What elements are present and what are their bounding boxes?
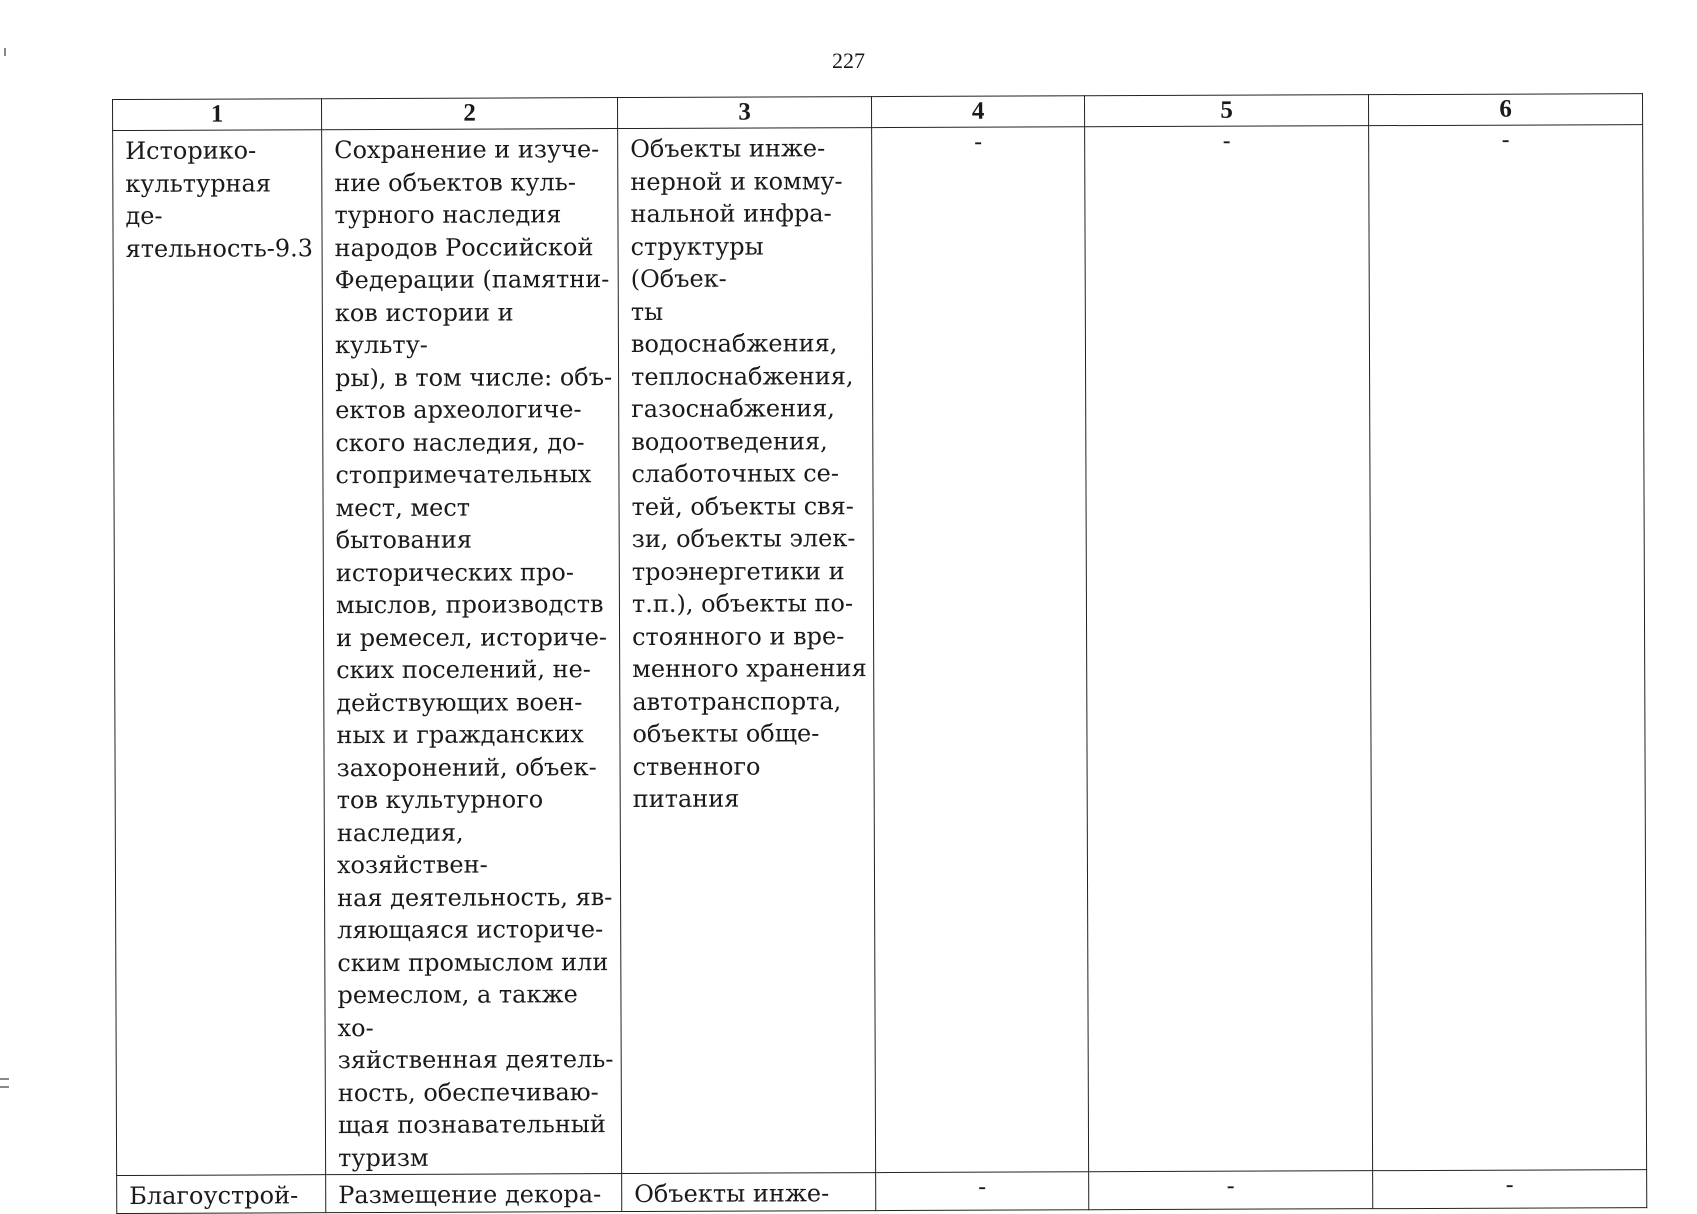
column-4-cell <box>876 1172 1089 1210</box>
land-use-type-cell <box>113 130 326 1176</box>
scan-mark-left-bottom <box>0 1078 9 1080</box>
table-row <box>117 1170 1647 1213</box>
auxiliary-objects-cell <box>618 128 876 1174</box>
auxiliary-objects-cell <box>622 1173 876 1211</box>
scan-mark-left-top <box>4 48 6 56</box>
land-use-description-cell <box>322 129 622 1175</box>
auxiliary-objects-text: Объекты инже- нерной и комму- нальной инфра- структуры (Объек- ты водоснабжения, теплоснабжения, газоснабжения, водоотведения, слаботочных се- тей, объекты свя- зи, объекты элек- троэнергетики и т.п.), объекты по- стоянного и вре- менного хранения автотранспорта, объекты обще- ственного питания <box>630 134 867 814</box>
empty-dash: - <box>978 1172 987 1201</box>
land-use-type-cell <box>117 1175 326 1213</box>
column-header-4: 4 <box>871 96 1084 128</box>
column-header-3: 3 <box>617 97 871 129</box>
empty-dash: - <box>1501 125 1510 154</box>
empty-dash: - <box>1222 126 1231 155</box>
land-use-description-text: Сохранение и изуче- ние объектов куль- турного наследия народов Российской Федерации (памятни- ков истории и культу- ры), в том числе: объ- ектов археологиче- ского наследия, до- стопримечательных мест, мест бытования исторических про- мыслов, производств и ремесел, историче- ских поселений, не- действующих воен- ных и гражданских захоронений, объек- тов культурного наследия, хозяйствен- ная деятельность, яв- ляющаяся историче- ским промыслом или ремеслом, а также хо- зяйственная деятель- ность, обеспечиваю- щая познавательный туризм <box>334 135 614 1172</box>
column-header-2: 2 <box>322 98 618 130</box>
column-5-cell <box>1089 1171 1373 1210</box>
table-row <box>113 125 1647 1176</box>
land-use-type-text: Историко- культурная де- ятельность-9.3 <box>125 136 314 263</box>
zoning-table <box>112 93 1647 1213</box>
auxiliary-objects-text: Объекты инже- <box>634 1179 830 1209</box>
column-5-cell <box>1085 126 1373 1172</box>
page-number: 227 <box>832 48 865 73</box>
land-use-description-text: Размещение декора- <box>338 1180 602 1210</box>
column-header-5: 5 <box>1084 95 1368 127</box>
empty-dash: - <box>974 127 983 156</box>
column-6-cell <box>1373 1170 1647 1209</box>
column-4-cell <box>872 127 1089 1173</box>
land-use-type-text: Благоустрой- <box>129 1181 299 1210</box>
empty-dash: - <box>1505 1170 1514 1199</box>
land-use-description-cell <box>326 1174 622 1213</box>
column-header-1: 1 <box>113 99 322 131</box>
scan-mark-left-bottom-2 <box>0 1086 9 1088</box>
empty-dash: - <box>1226 1171 1235 1200</box>
column-6-cell <box>1369 125 1647 1171</box>
column-header-6: 6 <box>1368 94 1642 126</box>
